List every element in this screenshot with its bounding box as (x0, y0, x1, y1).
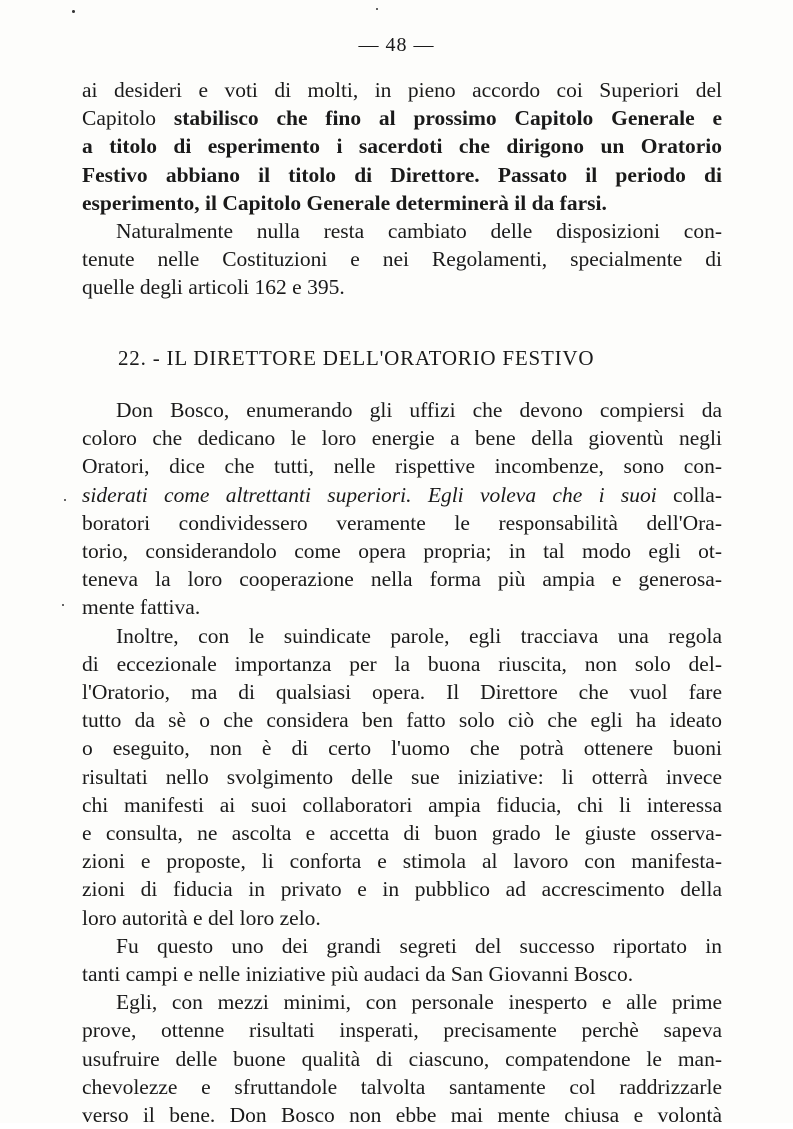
text-run: zioni e proposte, li conforta e stimola al lavoro con manifesta- (82, 849, 722, 874)
print-speck (72, 10, 75, 13)
text-run: quelle degli articoli 162 e 395. (82, 275, 345, 300)
text-line (82, 763, 722, 791)
text-line (82, 537, 722, 565)
text-line (82, 1045, 722, 1073)
text-line (82, 706, 722, 734)
text-line (82, 481, 722, 509)
paragraph-block-director (82, 396, 722, 1129)
text-run: Capitolo (82, 106, 174, 131)
text-line (82, 593, 722, 621)
text-line (82, 565, 722, 593)
text-line (82, 245, 722, 273)
section-heading: 22. - IL DIRETTORE DELL'ORATORIO FESTIVO (118, 346, 595, 370)
italic-text: Egli voleva che i suoi (427, 482, 657, 507)
text-run: chi manifesti ai suoi collaboratori ampia fiducia, chi li interessa (82, 792, 722, 817)
text-run: usufruire delle buone qualità di ciascuno, compatendone le man- (82, 1046, 722, 1071)
text-line (82, 104, 722, 132)
text-run: ai desideri e voti di molti, in pieno accordo coi Superiori del (82, 78, 722, 102)
print-speck (62, 604, 64, 606)
text-run: boratori condividessero veramente le responsabilità dell'Ora- (82, 510, 722, 535)
text-line (82, 932, 722, 960)
text-line (82, 1016, 722, 1044)
text-line (82, 622, 722, 650)
text-run: Fu questo uno dei grandi segreti del successo riportato in (116, 933, 722, 958)
text-line (82, 132, 722, 160)
text-line (82, 1101, 722, 1129)
text-run: Egli, con mezzi minimi, con personale inesperto e alle prime (116, 990, 722, 1015)
text-run: zioni di fiducia in privato e in pubblico ad accrescimento della (82, 877, 722, 902)
text-run: tanti campi e nelle iniziative più audaci da San Giovanni Bosco. (82, 962, 634, 987)
text-run: loro autorità e del loro zelo. (82, 905, 321, 930)
text-run: coloro che dedicano le loro energie a bene della gioventù negli (82, 426, 722, 451)
text-run: chevolezze e sfruttandole talvolta santamente col raddrizzarle (82, 1074, 722, 1099)
text-line (82, 847, 722, 875)
text-line (82, 875, 722, 903)
text-run (411, 483, 427, 507)
text-run: prove, ottenne risultati insperati, precisamente perchè sapeva (82, 1018, 722, 1043)
text-line (82, 161, 722, 189)
text-line (82, 509, 722, 537)
text-line (82, 424, 722, 452)
paragraph-block-decree (82, 76, 722, 302)
text-run: Don Bosco, enumerando gli uffizi che devono compiersi da (116, 398, 722, 422)
bold-text: Festivo abbiano il titolo di Direttore. Passato il periodo di (82, 162, 722, 187)
text-line (82, 904, 722, 932)
text-run: mente fattiva. (82, 595, 201, 620)
text-run: risultati nello svolgimento delle sue iniziative: li otterrà invece (82, 764, 722, 789)
text-line (82, 650, 722, 678)
text-line (82, 988, 722, 1016)
text-line (82, 734, 722, 762)
text-line (82, 791, 722, 819)
text-line (82, 819, 722, 847)
text-run: o eseguito, non è di certo l'uomo che potrà ottenere buoni (82, 736, 722, 761)
text-run: verso il bene. Don Bosco non ebbe mai mente chiusa e volontà (82, 1103, 722, 1128)
page-number: — 48 — (358, 34, 435, 56)
bold-text: stabilisco che fino al prossimo Capitolo Generale e (173, 106, 723, 131)
text-run: teneva la loro cooperazione nella forma più ampia e generosa- (82, 567, 722, 592)
text-line (82, 960, 722, 988)
bold-text: esperimento, il Capitolo Generale determinerà il da farsi. (82, 190, 607, 215)
text-line (82, 452, 722, 480)
text-run: torio, considerandolo come opera propria; in tal modo egli ot- (82, 539, 722, 564)
text-run: Naturalmente nulla resta cambiato delle disposizioni con- (116, 219, 722, 244)
italic-text: siderati come altrettanti superiori. (82, 482, 412, 507)
text-run: Inoltre, con le suindicate parole, egli tracciava una regola (116, 623, 722, 648)
text-line (82, 678, 722, 706)
text-run: colla- (656, 482, 722, 507)
text-line (82, 273, 722, 301)
text-run: tutto da sè o che considera ben fatto solo ciò che egli ha ideato (82, 708, 722, 733)
print-speck (376, 8, 378, 10)
text-line (82, 217, 722, 245)
text-run: Oratori, dice che tutti, nelle rispettive incombenze, sono con- (82, 454, 722, 479)
text-run: e consulta, ne ascolta e accetta di buon grado le giuste osserva- (82, 821, 722, 846)
text-line (82, 396, 722, 424)
text-run: tenute nelle Costituzioni e nei Regolamenti, specialmente di (82, 247, 722, 272)
text-line (82, 189, 722, 217)
text-line (82, 76, 722, 104)
text-line (82, 1073, 722, 1101)
print-speck (64, 499, 66, 501)
text-run: l'Oratorio, ma di qualsiasi opera. Il Direttore che vuol fare (82, 680, 722, 705)
text-run: di eccezionale importanza per la buona riuscita, non solo del- (82, 651, 722, 676)
bold-text: a titolo di esperimento i sacerdoti che dirigono un Oratorio (82, 134, 722, 159)
